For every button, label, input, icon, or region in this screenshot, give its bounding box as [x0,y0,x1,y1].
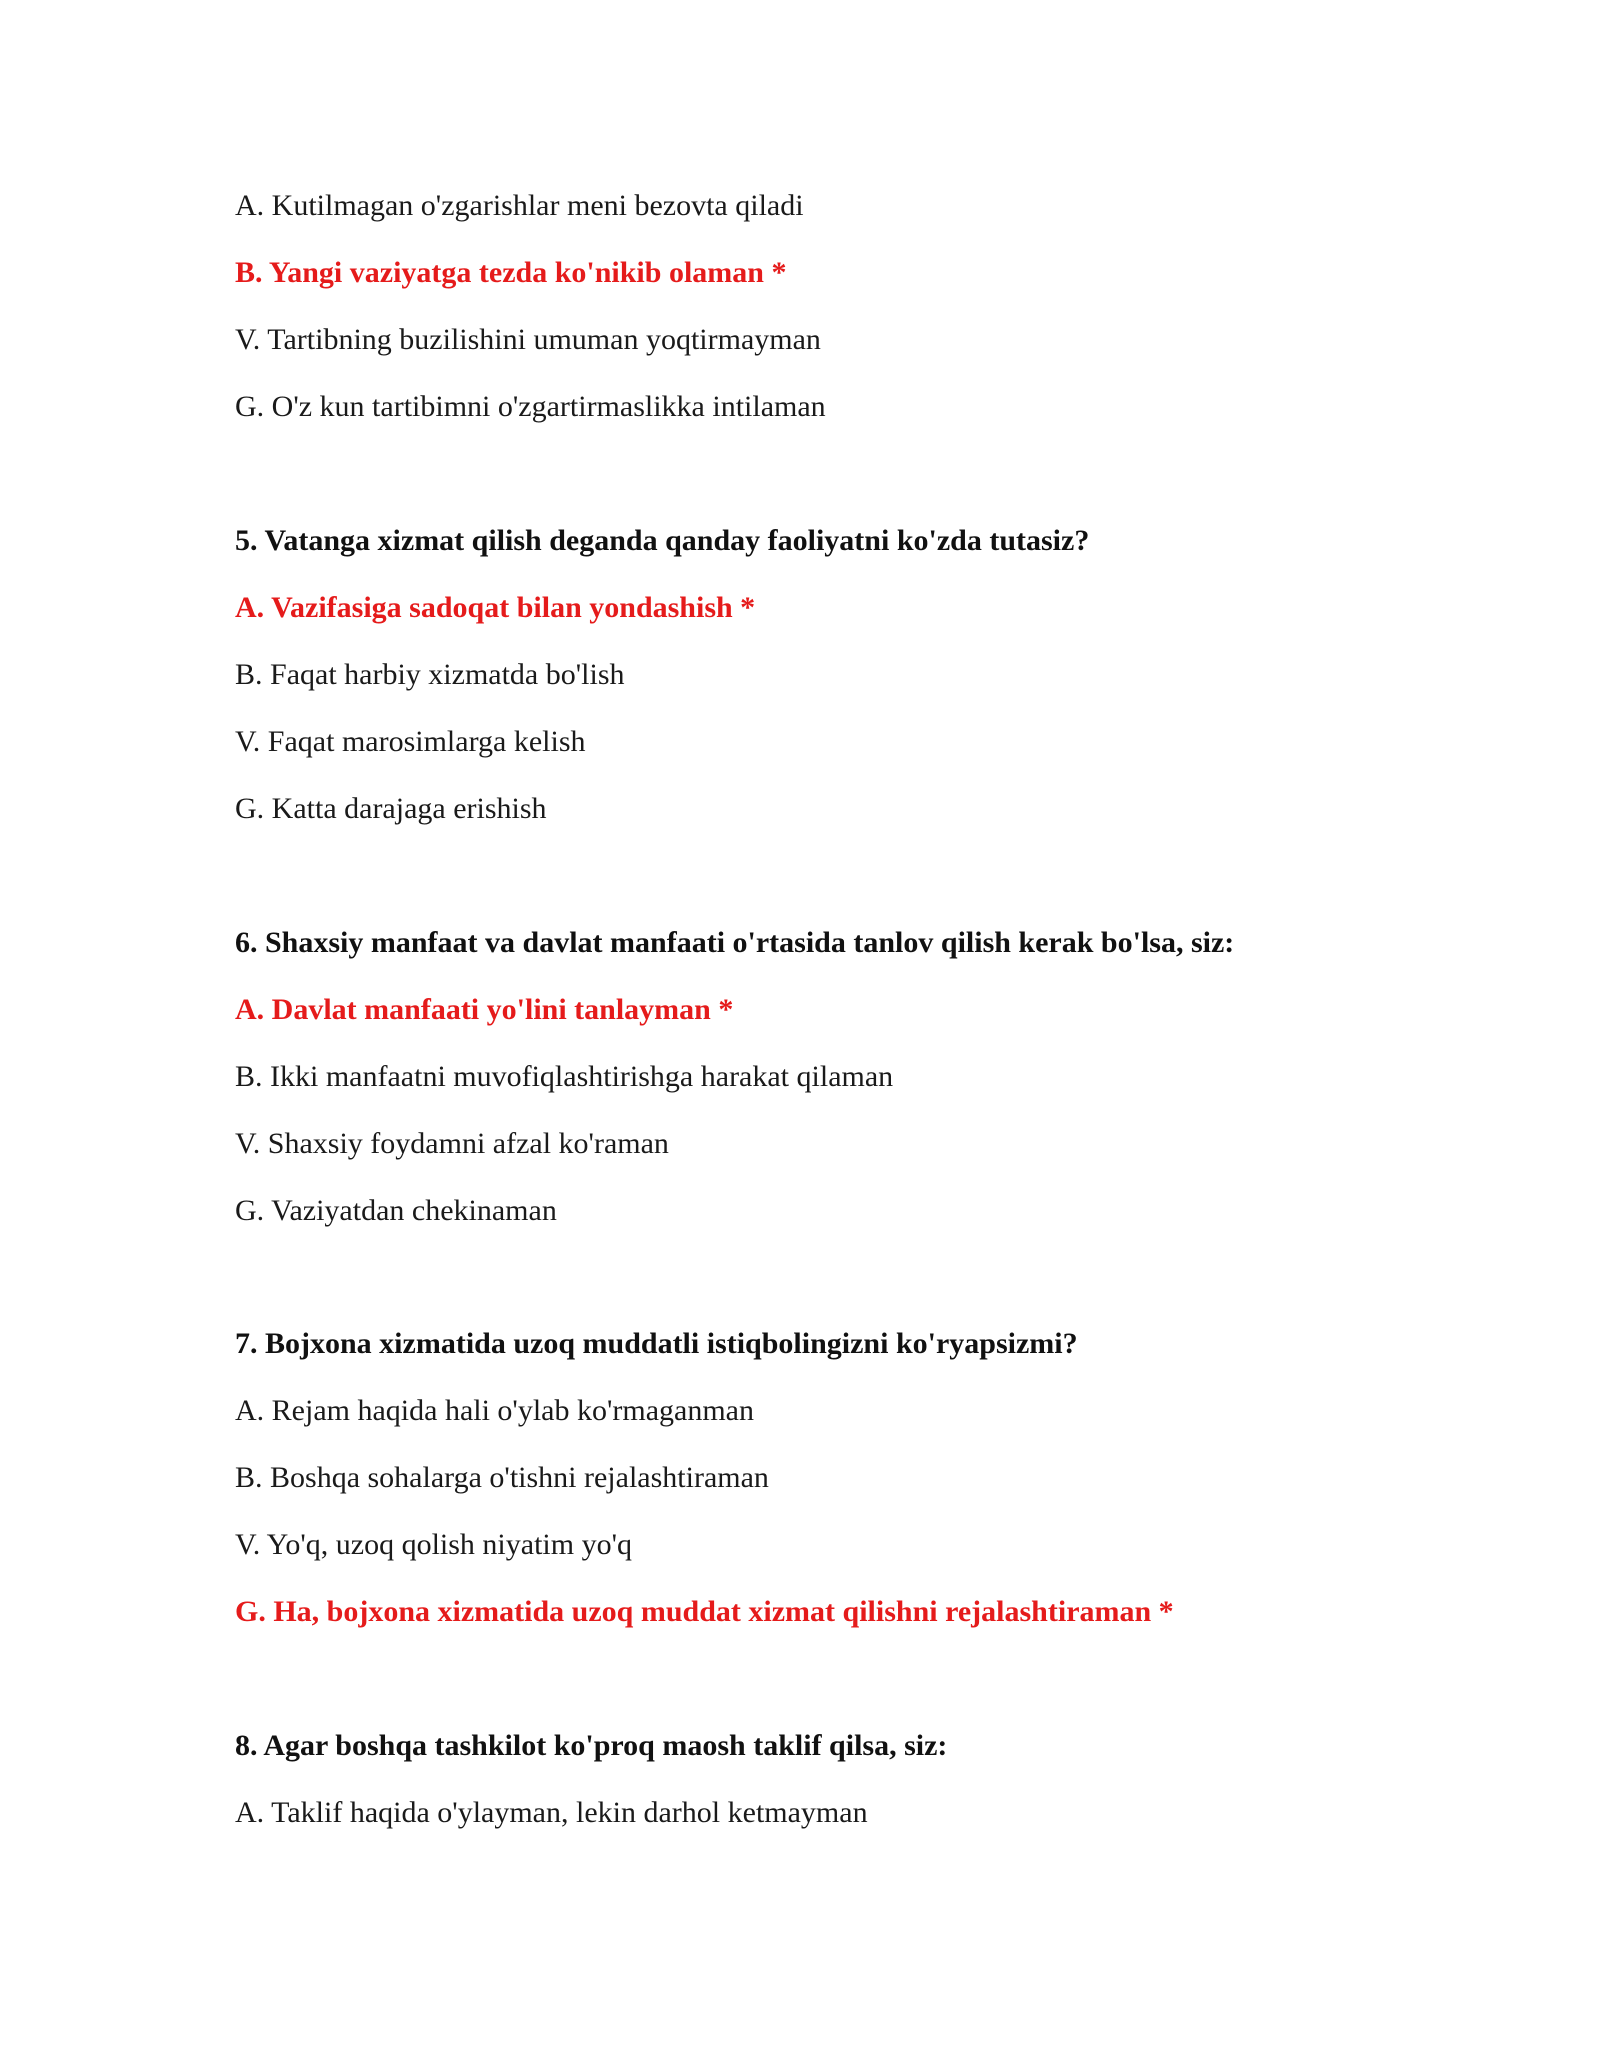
q5-option-b: B. Faqat harbiy xizmatda bo'lish [235,658,625,691]
q7-option-a: A. Rejam haqida hali o'ylab ko'rmaganman [235,1394,754,1427]
question-7-title: 7. Bojxona xizmatida uzoq muddatli istiqbolingizni ko'ryapsizmi? [235,1327,1078,1360]
prev-option-a: A. Kutilmagan o'zgarishlar meni bezovta qiladi [235,189,804,222]
q7-option-v: V. Yo'q, uzoq qolish niyatim yo'q [235,1528,632,1561]
prev-option-g: G. O'z kun tartibimni o'zgartirmaslikka intilaman [235,390,826,423]
q6-option-v: V. Shaxsiy foydamni afzal ko'raman [235,1127,669,1160]
q5-option-a-correct: A. Vazifasiga sadoqat bilan yondashish * [235,591,756,624]
question-5-title: 5. Vatanga xizmat qilish deganda qanday faoliyatni ko'zda tutasiz? [235,524,1090,557]
q6-option-b: B. Ikki manfaatni muvofiqlashtirishga harakat qilaman [235,1060,894,1093]
q6-option-g: G. Vaziyatdan chekinaman [235,1194,557,1227]
q7-option-b: B. Boshqa sohalarga o'tishni rejalashtiraman [235,1461,769,1494]
prev-option-b-correct: B. Yangi vaziyatga tezda ko'nikib olaman * [235,256,787,289]
question-8-title: 8. Agar boshqa tashkilot ko'proq maosh taklif qilsa, siz: [235,1729,948,1762]
q7-option-g-correct: G. Ha, bojxona xizmatida uzoq muddat xizmat qilishni rejalashtiraman * [235,1595,1174,1628]
q5-option-v: V. Faqat marosimlarga kelish [235,725,586,758]
q5-option-g: G. Katta darajaga erishish [235,792,547,825]
question-6-title: 6. Shaxsiy manfaat va davlat manfaati o'rtasida tanlov qilish kerak bo'lsa, siz: [235,926,1235,959]
prev-option-v: V. Tartibning buzilishini umuman yoqtirmayman [235,323,821,356]
q8-option-a: A. Taklif haqida o'ylayman, lekin darhol ketmayman [235,1796,868,1829]
q6-option-a-correct: A. Davlat manfaati yo'lini tanlayman * [235,993,734,1026]
